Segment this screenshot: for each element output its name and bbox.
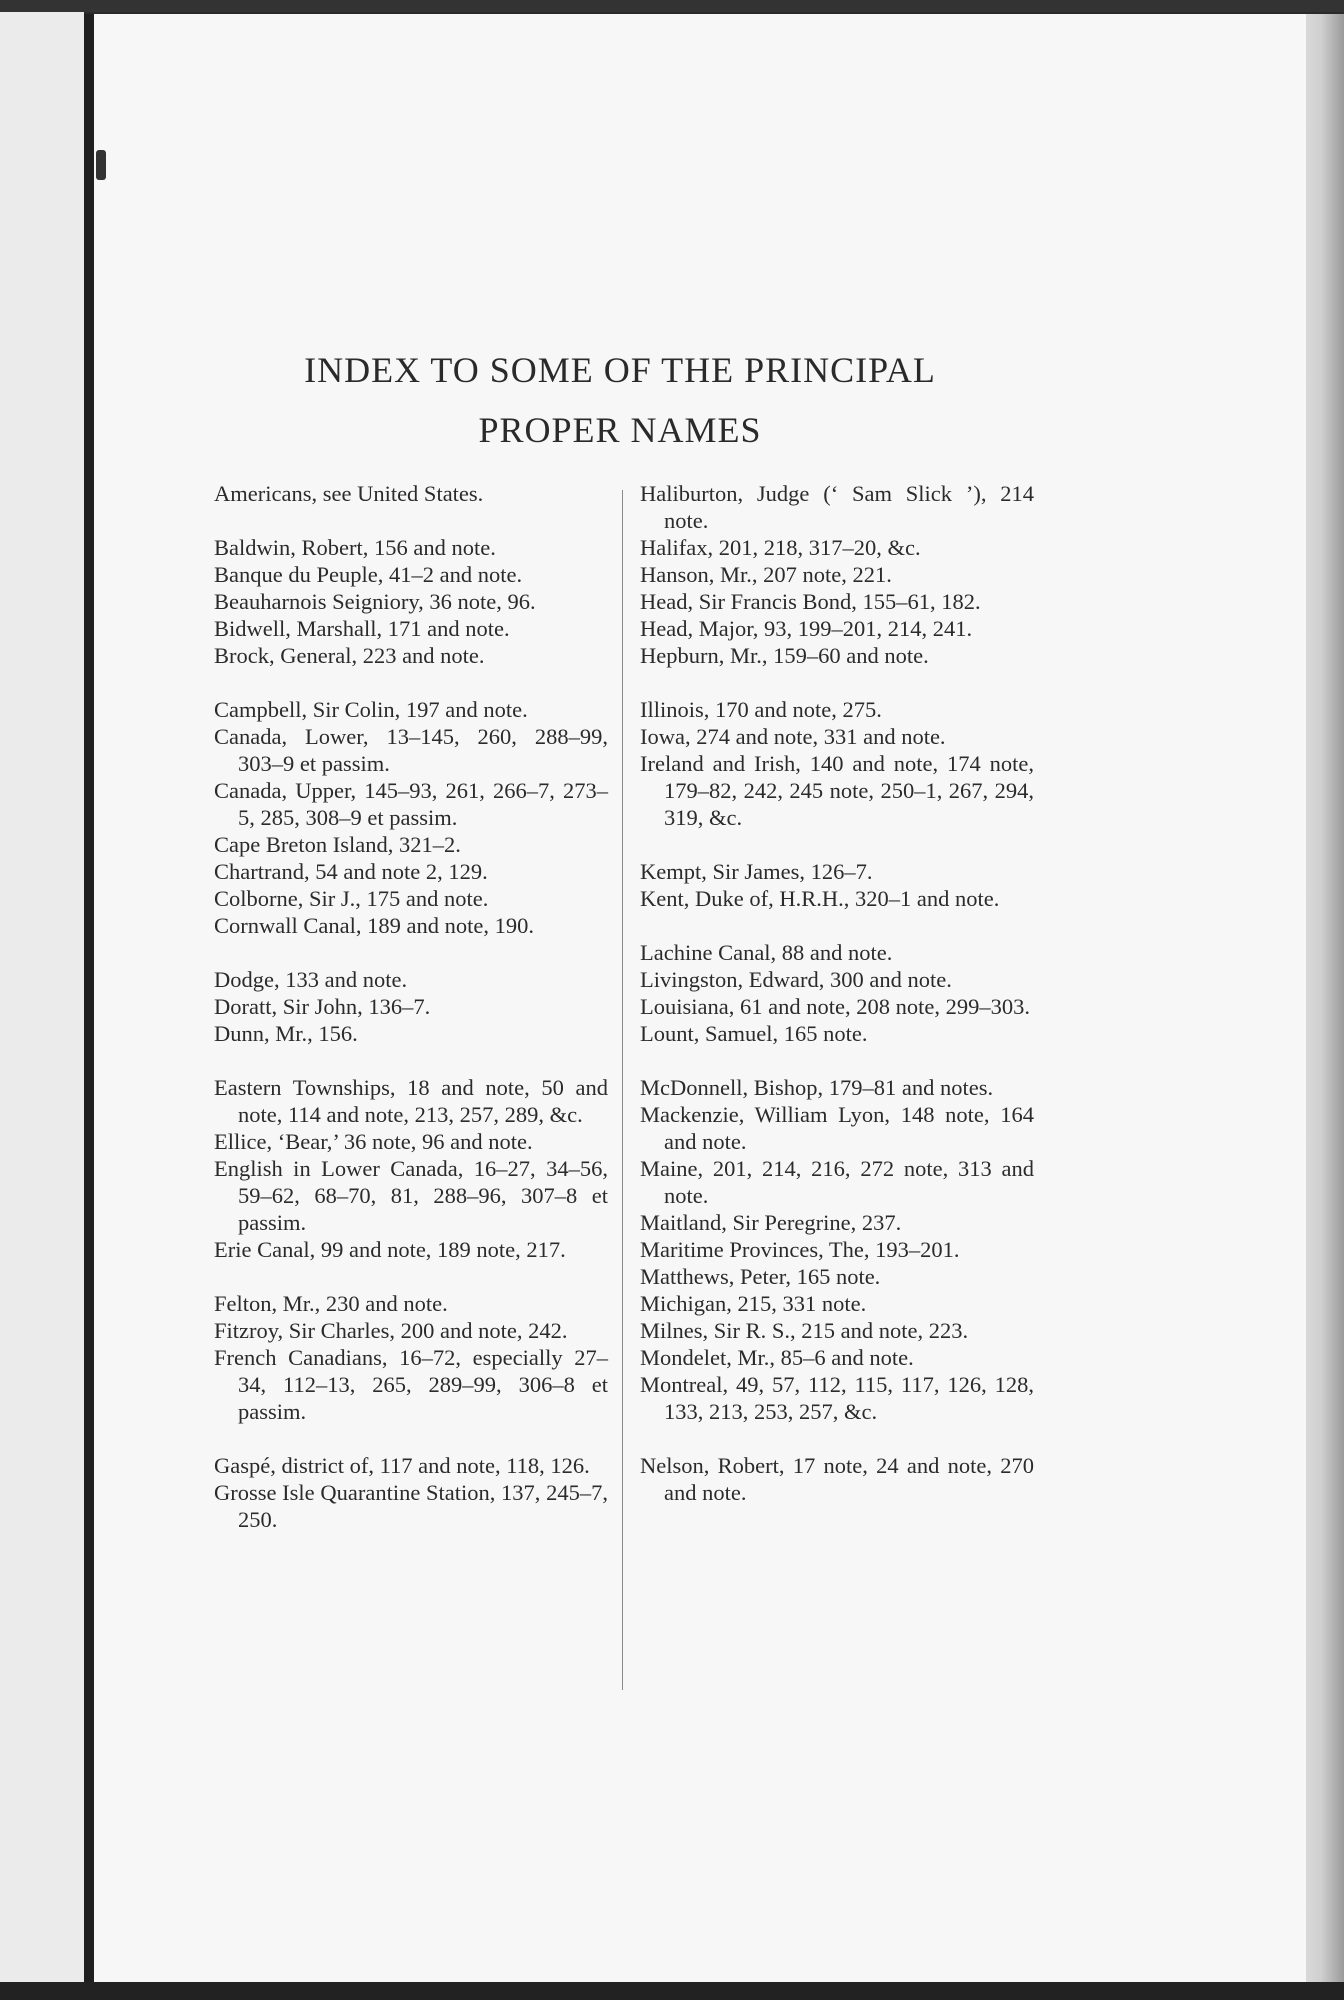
index-letter-group: [214, 1452, 608, 1533]
index-letter-group: [214, 1074, 608, 1263]
book-gutter: [84, 14, 94, 1982]
index-entry: Hanson, Mr., 207 note, 221.: [640, 562, 892, 587]
index-letter-group: [214, 966, 608, 1047]
index-title: [120, 340, 1120, 460]
scan-top-border: [0, 0, 1344, 12]
index-entry: Ireland and Irish, 140 and note, 174 note, 179–82, 242, 245 note, 250–1, 267, 294, 319, &c.: [640, 751, 1034, 830]
index-entry: McDonnell, Bishop, 179–81 and notes.: [640, 1075, 994, 1100]
index-entry: Lachine Canal, 88 and note.: [640, 940, 893, 965]
index-entry: Fitzroy, Sir Charles, 200 and note, 242.: [214, 1318, 568, 1343]
index-entry: Felton, Mr., 230 and note.: [214, 1291, 448, 1316]
index-entry: Mondelet, Mr., 85–6 and note.: [640, 1345, 914, 1370]
index-entry: Maritime Provinces, The, 193–201.: [640, 1237, 960, 1262]
index-entry: Grosse Isle Quarantine Station, 137, 245–7, 250.: [214, 1480, 608, 1532]
index-column-right: [640, 480, 1034, 1506]
index-entry: Maine, 201, 214, 216, 272 note, 313 and note.: [640, 1156, 1034, 1208]
page-right-edge: [1306, 14, 1344, 1982]
index-entry: Nelson, Robert, 17 note, 24 and note, 270 and note.: [640, 1453, 1034, 1505]
index-entry: Chartrand, 54 and note 2, 129.: [214, 859, 488, 884]
index-entry: Montreal, 49, 57, 112, 115, 117, 126, 128, 133, 213, 253, 257, &c.: [640, 1372, 1034, 1424]
index-letter-group: [214, 1290, 608, 1425]
index-entry: Milnes, Sir R. S., 215 and note, 223.: [640, 1318, 969, 1343]
index-entry: Matthews, Peter, 165 note.: [640, 1264, 881, 1289]
index-entry: Colborne, Sir J., 175 and note.: [214, 886, 489, 911]
index-letter-group: [640, 858, 1034, 912]
index-entry: Brock, General, 223 and note.: [214, 643, 485, 668]
index-entry: Erie Canal, 99 and note, 189 note, 217.: [214, 1237, 566, 1262]
index-entry: Michigan, 215, 331 note.: [640, 1291, 867, 1316]
index-letter-group: [640, 939, 1034, 1047]
column-divider: [622, 490, 623, 1690]
index-entry: Gaspé, district of, 117 and note, 118, 126.: [214, 1453, 590, 1478]
index-entry: Halifax, 201, 218, 317–20, &c.: [640, 535, 921, 560]
index-entry: Bidwell, Marshall, 171 and note.: [214, 616, 510, 641]
index-entry: Mackenzie, William Lyon, 148 note, 164 and note.: [640, 1102, 1034, 1154]
index-column-left: [214, 480, 608, 1533]
index-entry: Head, Sir Francis Bond, 155–61, 182.: [640, 589, 981, 614]
index-entry: Dunn, Mr., 156.: [214, 1021, 358, 1046]
index-entry: Head, Major, 93, 199–201, 214, 241.: [640, 616, 973, 641]
title-line-1: INDEX TO SOME OF THE PRINCIPAL: [304, 350, 936, 390]
index-letter-group: [640, 480, 1034, 669]
index-entry: Louisiana, 61 and note, 208 note, 299–303.: [640, 994, 1030, 1019]
index-entry: Doratt, Sir John, 136–7.: [214, 994, 431, 1019]
index-letter-group: [214, 696, 608, 939]
index-letter-group: [214, 534, 608, 669]
index-letter-group: [640, 1452, 1034, 1506]
index-entry: Cornwall Canal, 189 and note, 190.: [214, 913, 534, 938]
index-entry: Kent, Duke of, H.R.H., 320–1 and note.: [640, 886, 1000, 911]
index-entry: Canada, Upper, 145–93, 261, 266–7, 273–5, 285, 308–9 et passim.: [214, 778, 608, 830]
index-entry: Iowa, 274 and note, 331 and note.: [640, 724, 946, 749]
index-entry: Americans, see United States.: [214, 481, 484, 506]
facing-page-edge: [0, 12, 84, 1982]
index-letter-group: [640, 696, 1034, 831]
index-entry: Banque du Peuple, 41–2 and note.: [214, 562, 523, 587]
index-entry: Haliburton, Judge (‘ Sam Slick ’), 214 note.: [640, 481, 1034, 533]
index-letter-group: [640, 1074, 1034, 1425]
index-letter-group: [214, 480, 608, 507]
index-entry: Kempt, Sir James, 126–7.: [640, 859, 873, 884]
gutter-mark: [96, 150, 106, 180]
index-entry: Lount, Samuel, 165 note.: [640, 1021, 868, 1046]
index-entry: Beauharnois Seigniory, 36 note, 96.: [214, 589, 536, 614]
index-entry: Baldwin, Robert, 156 and note.: [214, 535, 496, 560]
index-entry: English in Lower Canada, 16–27, 34–56, 59–62, 68–70, 81, 288–96, 307–8 et passim.: [214, 1156, 608, 1235]
index-entry: Dodge, 133 and note.: [214, 967, 408, 992]
index-entry: Canada, Lower, 13–145, 260, 288–99, 303–9 et passim.: [214, 724, 608, 776]
index-entry: French Canadians, 16–72, especially 27–34, 112–13, 265, 289–99, 306–8 et passim.: [214, 1345, 608, 1424]
index-entry: Hepburn, Mr., 159–60 and note.: [640, 643, 929, 668]
title-line-2: PROPER NAMES: [478, 410, 762, 450]
index-entry: Ellice, ‘Bear,’ 36 note, 96 and note.: [214, 1129, 533, 1154]
index-entry: Livingston, Edward, 300 and note.: [640, 967, 952, 992]
index-entry: Cape Breton Island, 321–2.: [214, 832, 461, 857]
index-entry: Eastern Townships, 18 and note, 50 and note, 114 and note, 213, 257, 289, &c.: [214, 1075, 608, 1127]
index-entry: Campbell, Sir Colin, 197 and note.: [214, 697, 528, 722]
scan-bottom-border: [0, 1982, 1344, 2000]
index-entry: Maitland, Sir Peregrine, 237.: [640, 1210, 902, 1235]
index-entry: Illinois, 170 and note, 275.: [640, 697, 882, 722]
